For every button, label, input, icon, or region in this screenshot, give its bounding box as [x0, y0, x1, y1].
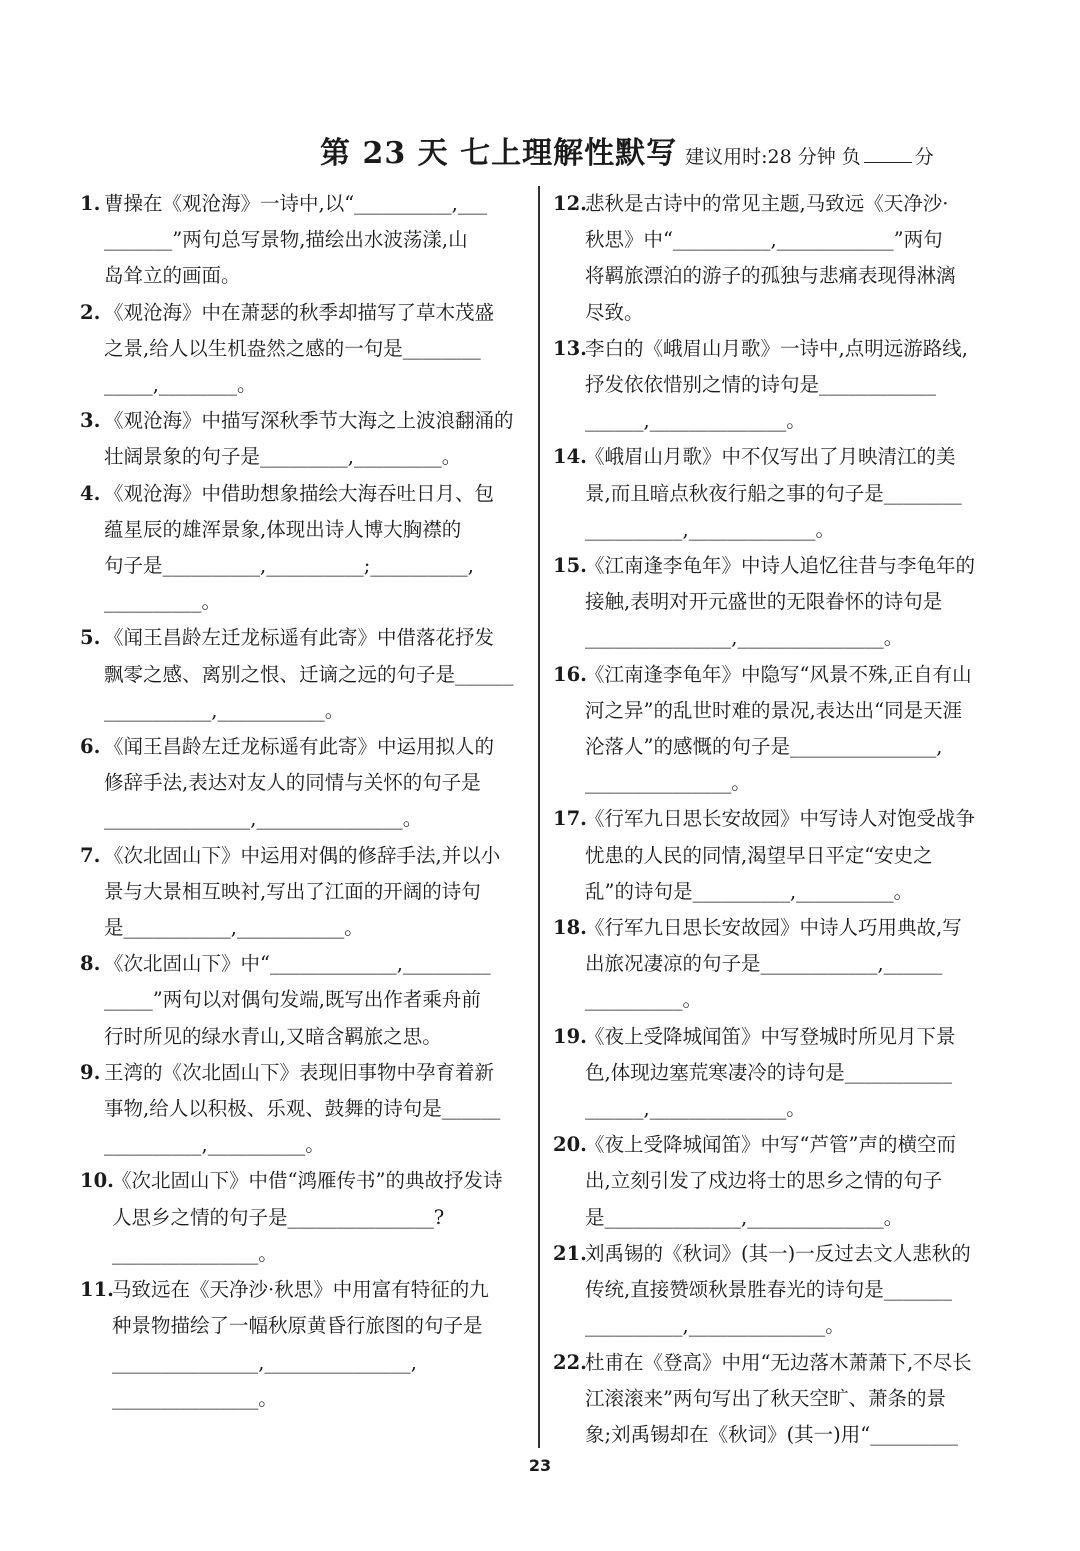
question-text-line: __________。 — [104, 590, 222, 614]
question-text-line: _______________。 — [112, 1386, 278, 1410]
question-text-line: 接触,表明对开元盛世的无限眷怀的诗句是 — [585, 590, 943, 614]
suggested-time-label: 建议用时:28 分钟 负 — [685, 146, 861, 168]
question-text-line: 种景物描绘了一幅秋原黄昏行旅图的句子是 — [112, 1314, 483, 1338]
question-text-line: 出旅况凄凉的句子是____________,______ — [585, 952, 943, 976]
page-header — [320, 128, 1040, 178]
question-text-line: 象;刘禹锡却在《秋词》(其一)用“_________ — [585, 1422, 959, 1446]
question-8 — [80, 946, 525, 1055]
score-blank[interactable] — [864, 144, 912, 163]
question-text-line: 杜甫在《登高》中用“无边落木萧萧下,不尽长 — [585, 1350, 972, 1374]
question-number: 1. — [80, 192, 101, 215]
question-number: 7. — [80, 843, 101, 867]
question-text-line: 尽致。 — [585, 300, 644, 324]
question-text-line: 行时所见的绿水青山,又暗含羁旅之思。 — [104, 1024, 442, 1048]
question-text-line: 岛耸立的画面。 — [104, 264, 241, 288]
question-number: 21. — [553, 1241, 587, 1265]
question-text-line: __________,__________。 — [104, 1133, 325, 1157]
question-text-line: 《闻王昌龄左迁龙标遥有此寄》中运用拟人的 — [104, 735, 495, 759]
question-text-line: 刘禹锡的《秋词》(其一)一反过去文人悲秋的 — [585, 1241, 971, 1265]
question-number: 12. — [553, 192, 587, 215]
question-17 — [553, 801, 998, 910]
question-number: 5. — [80, 626, 101, 650]
question-text-line: _____”两句以对偶句发端,既写出作者乘舟前 — [104, 988, 481, 1012]
question-text-line: 乱”的诗句是__________,__________。 — [585, 879, 914, 903]
question-text-line: __________,_____________。 — [585, 517, 835, 541]
question-text-line: _______________,_______________。 — [104, 807, 423, 831]
question-text-line: 李白的《峨眉山月歌》一诗中,点明远游路线, — [585, 336, 968, 360]
question-text-line: __________,______________。 — [585, 1314, 845, 1338]
question-text-line: 蕴星辰的雄浑景象,体现出诗人博大胸襟的 — [104, 517, 462, 541]
question-text-line: ______,______________。 — [585, 409, 806, 433]
question-text-line: 将羁旅漂泊的游子的孤独与悲痛表现得淋漓 — [585, 264, 956, 288]
question-text-line: 王湾的《次北固山下》表现旧事物中孕育着新 — [104, 1060, 495, 1084]
question-11 — [80, 1272, 525, 1417]
question-text-line: 传统,直接赞颂秋景胜春光的诗句是_______ — [585, 1278, 952, 1302]
question-text-line: 修辞手法,表达对友人的同情与关怀的句子是 — [104, 771, 481, 795]
question-text-line: 是___________,___________。 — [104, 916, 364, 940]
question-text-line: 景与大景相互映衬,写出了江面的开阔的诗句 — [104, 879, 481, 903]
question-4 — [80, 476, 525, 621]
question-text-line: _______________。 — [585, 771, 751, 795]
question-1 — [80, 186, 525, 295]
question-text-line: 《江南逢李龟年》中隐写“风景不殊,正自有山 — [585, 662, 972, 686]
question-3 — [80, 403, 525, 475]
question-number: 20. — [553, 1133, 587, 1157]
question-text-line: _______________。 — [112, 1241, 278, 1265]
question-number: 6. — [80, 735, 101, 759]
question-number: 15. — [553, 554, 587, 578]
left-column — [80, 186, 525, 1417]
question-18 — [553, 910, 998, 1019]
question-number: 14. — [553, 445, 587, 469]
question-text-line: 《闻王昌龄左迁龙标遥有此寄》中借落花抒发 — [104, 626, 495, 650]
question-15 — [553, 548, 998, 657]
question-10 — [80, 1163, 525, 1272]
question-number: 13. — [553, 336, 587, 360]
question-9 — [80, 1055, 525, 1164]
question-text-line: 《夜上受降城闻笛》中写登城时所见月下景 — [585, 1024, 956, 1048]
question-text-line: _______________,_______________。 — [585, 626, 904, 650]
question-number: 18. — [553, 916, 587, 940]
question-number: 8. — [80, 952, 101, 976]
question-number: 3. — [80, 409, 101, 433]
question-text-line: 沦落人”的感慨的句子是_______________, — [585, 735, 943, 759]
question-text-line: 忧患的人民的同情,渴望早日平定“安史之 — [585, 843, 933, 867]
question-text-line: 河之异”的乱世时难的景况,表达出“同是天涯 — [585, 698, 963, 722]
question-text-line: 抒发依依惜别之情的诗句是____________ — [585, 373, 937, 397]
question-16 — [553, 657, 998, 802]
question-2 — [80, 295, 525, 404]
question-text-line: 是______________,______________。 — [585, 1205, 904, 1229]
time-score-info — [685, 146, 934, 168]
question-5 — [80, 620, 525, 729]
question-text-line: 《江南逢李龟年》中诗人追忆往昔与李龟年的 — [585, 554, 976, 578]
question-12 — [553, 186, 998, 331]
question-20 — [553, 1127, 998, 1236]
question-14 — [553, 439, 998, 548]
question-text-line: 《行军九日思长安故园》中写诗人对饱受战争 — [585, 807, 976, 831]
question-number: 17. — [553, 807, 587, 831]
question-text-line: 出,立刻引发了戍边将士的思乡之情的句子 — [585, 1169, 943, 1193]
question-number: 16. — [553, 662, 587, 686]
question-number: 4. — [80, 481, 101, 505]
question-7 — [80, 838, 525, 947]
question-text-line: 《次北固山下》中运用对偶的修辞手法,并以小 — [104, 843, 501, 867]
question-number: 11. — [80, 1278, 114, 1302]
question-number: 22. — [553, 1350, 587, 1374]
question-text-line: 马致远在《天净沙·秋思》中用富有特征的九 — [112, 1278, 489, 1302]
question-number: 19. — [553, 1024, 587, 1048]
score-unit: 分 — [914, 146, 934, 168]
question-text-line: 事物,给人以积极、乐观、鼓舞的诗句是______ — [104, 1097, 501, 1121]
question-text-line: 《次北固山下》中借“鸿雁传书”的典故抒发诗 — [112, 1169, 503, 1193]
question-number: 9. — [80, 1060, 101, 1084]
question-21 — [553, 1236, 998, 1345]
question-text-line: 《行军九日思长安故园》中诗人巧用典故,写 — [585, 916, 962, 940]
question-text-line: _____,________。 — [104, 373, 257, 397]
question-text-line: __________。 — [585, 988, 703, 1012]
question-text-line: 《观沧海》中描写深秋季节大海之上波浪翻涌的 — [104, 409, 514, 433]
question-text-line: 《次北固山下》中“_____________,_________ — [104, 952, 491, 976]
column-divider — [538, 186, 540, 1448]
question-text-line: 景,而且暗点秋夜行船之事的句子是________ — [585, 481, 962, 505]
question-text-line: 秋思》中“__________,____________”两句 — [585, 228, 943, 252]
question-text-line: 江滚滚来”两句写出了秋天空旷、萧条的景 — [585, 1386, 946, 1410]
question-text-line: 句子是__________,__________;__________, — [104, 554, 474, 578]
question-text-line: _______________,_______________, — [112, 1350, 417, 1374]
question-text-line: 悲秋是古诗中的常见主题,马致远《天净沙· — [585, 192, 949, 215]
question-text-line: 曹操在《观沧海》一诗中,以“__________,___ — [104, 192, 488, 215]
question-text-line: 色,体现边塞荒寒凄冷的诗句是___________ — [585, 1060, 952, 1084]
question-text-line: ___________,___________。 — [104, 698, 345, 722]
question-text-line: _______”两句总写景物,描绘出水波荡漾,山 — [104, 228, 468, 252]
question-19 — [553, 1019, 998, 1128]
question-text-line: ______,______________。 — [585, 1097, 806, 1121]
question-text-line: 《峨眉山月歌》中不仅写出了月映清江的美 — [585, 445, 956, 469]
page-title: 第 23 天 七上理解性默写 — [320, 136, 678, 171]
question-text-line: 之景,给人以生机盎然之感的一句是________ — [104, 336, 481, 360]
question-text-line: 壮阔景象的句子是_________,_________。 — [104, 445, 462, 469]
question-13 — [553, 331, 998, 440]
question-text-line: 《观沧海》中在萧瑟的秋季却描写了草木茂盛 — [104, 300, 495, 324]
question-22 — [553, 1345, 998, 1454]
question-text-line: 人思乡之情的句子是_______________? — [112, 1205, 445, 1229]
question-number: 10. — [80, 1169, 114, 1193]
question-text-line: 飘零之感、离别之恨、迁谪之远的句子是______ — [104, 662, 514, 686]
right-column — [553, 186, 998, 1453]
question-text-line: 《夜上受降城闻笛》中写“芦管”声的横空而 — [585, 1133, 956, 1157]
question-number: 2. — [80, 300, 101, 324]
question-6 — [80, 729, 525, 838]
question-text-line: 《观沧海》中借助想象描绘大海吞吐日月、包 — [104, 481, 495, 505]
page-number: 23 — [528, 1456, 552, 1475]
